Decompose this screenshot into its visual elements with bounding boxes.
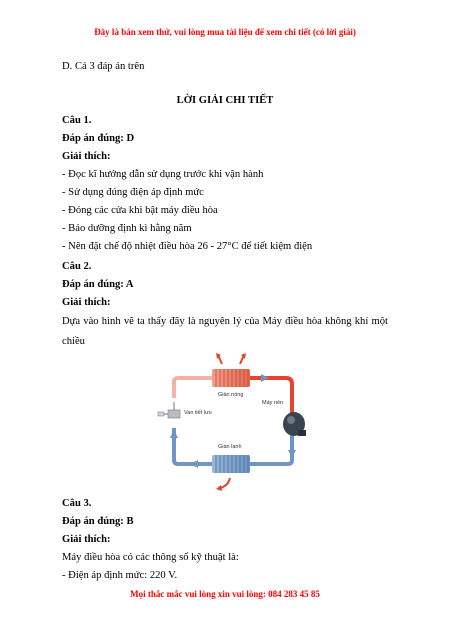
flow-direction-arrow: [288, 450, 296, 458]
q3-label: Câu 3.: [62, 498, 92, 509]
valve-label: Van tiết lưu: [184, 410, 212, 416]
pipe-cold-right: [250, 432, 292, 464]
q2-answer: Đáp án đúng: A: [62, 279, 134, 290]
condenser-label: Giàn nóng: [218, 392, 244, 398]
flow-direction-arrow: [170, 430, 178, 438]
q3-explain-label: Giải thích:: [62, 534, 111, 545]
q1-point: - Đọc kĩ hướng dẫn sử dụng trước khi vận hành: [62, 169, 264, 180]
q1-point: - Nên đặt chế độ nhiệt điều hòa 26 - 27°C để tiết kiệm điện: [62, 241, 313, 252]
preview-notice-banner: Đây là bản xem thử, vui lòng mua tài liệu để xem chi tiết (có lời giải): [94, 27, 356, 37]
flow-direction-arrow: [261, 374, 269, 382]
q3-answer: Đáp án đúng: B: [62, 516, 134, 527]
expansion-valve-handle: [158, 412, 164, 416]
pipe-hot-right: [250, 378, 292, 416]
q1-answer: Đáp án đúng: D: [62, 133, 135, 144]
q2-label: Câu 2.: [62, 261, 92, 272]
compressor-label: Máy nén: [262, 400, 284, 406]
air-flow-arrow: [220, 478, 230, 488]
q1-point: - Bảo dưỡng định kì hằng năm: [62, 223, 192, 234]
ac-cycle-svg: [146, 352, 316, 492]
solutions-title: LỜI GIẢI CHI TIẾT: [176, 95, 274, 106]
q3-text: Máy điều hòa có các thông số kỹ thuật là:: [62, 552, 239, 563]
q1-explain-label: Giải thích:: [62, 151, 111, 162]
pipe-hot-left: [174, 378, 212, 398]
q2-explain-label: Giải thích:: [62, 297, 111, 308]
q1-label: Câu 1.: [62, 115, 92, 126]
contact-notice-banner: Mọi thắc mắc vui lòng xin vui lòng: 084 283 45 85: [130, 589, 320, 599]
evaporator-label: Giàn lạnh: [218, 444, 242, 450]
q1-point: - Sử dụng đúng điện áp định mức: [62, 187, 204, 198]
ac-cycle-diagram: [146, 352, 316, 492]
air-flow-arrowhead: [216, 485, 222, 491]
flow-direction-arrow: [190, 460, 198, 468]
option-d: D. Cả 3 đáp án trên: [62, 61, 145, 72]
pipe-cold-left: [174, 428, 212, 464]
expansion-valve-body: [168, 410, 180, 418]
q1-point: - Đóng các cửa khi bật máy điều hòa: [62, 205, 218, 216]
q3-spec: - Điện áp định mức: 220 V.: [62, 570, 178, 581]
q2-explanation: Dựa vào hình vẽ ta thấy đây là nguyên lý của Máy điều hòa không khí một chiều: [62, 316, 388, 347]
